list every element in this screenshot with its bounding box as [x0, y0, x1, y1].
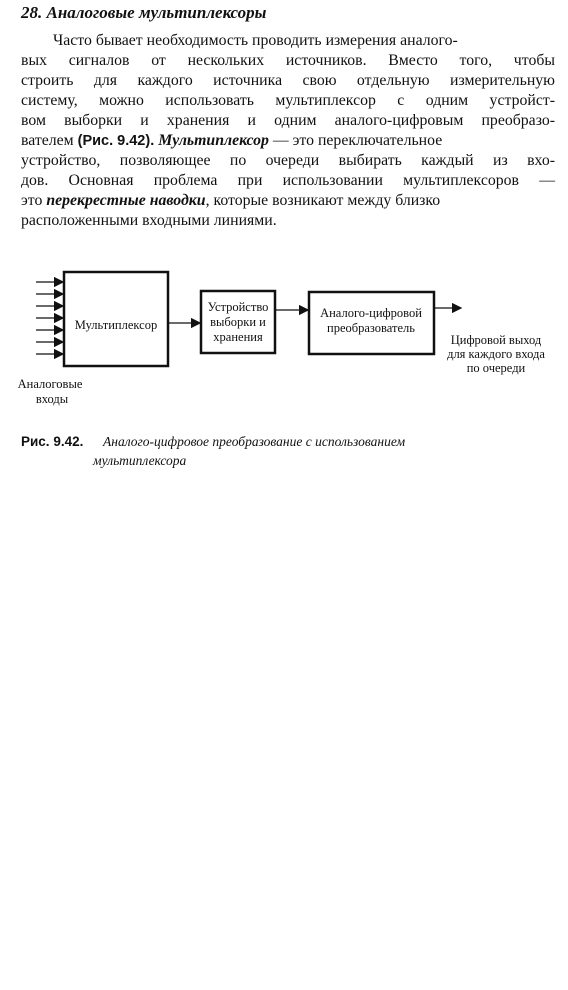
text-line: Часто бывает необходимость проводить измерения аналого- — [53, 32, 458, 49]
output-label: Цифровой выход — [450, 333, 542, 347]
inputs-label: Аналоговые — [17, 377, 83, 391]
text-fragment: это — [21, 192, 47, 209]
text-line: расположенными входными линиями. — [21, 212, 277, 229]
figure-caption-number: Рис. 9.42. — [21, 434, 84, 449]
sample-hold-label: выборки и — [210, 315, 266, 329]
multiplexer-label: Мультиплексор — [74, 318, 158, 332]
adc-label: преобразователь — [327, 321, 415, 335]
figure-caption-text: Аналого-цифровое преобразование с использованием — [103, 434, 406, 449]
text-fragment: вателем — [21, 132, 78, 149]
text-line: строить для каждого источника свою отдельную измерительную — [21, 72, 555, 89]
input-arrows — [36, 282, 63, 354]
text-line: вых сигналов от нескольких источников. Вместо того, чтобы — [21, 52, 555, 69]
block-diagram — [0, 268, 568, 408]
sample-hold-label: хранения — [213, 330, 263, 344]
term-crosstalk: перекрестные наводки — [46, 192, 206, 209]
figure-reference: (Рис. 9.42). — [77, 133, 155, 149]
text-fragment: , которые возникают между близко — [205, 192, 441, 209]
inputs-label: входы — [35, 392, 69, 406]
text-line: вом выборки и хранения и одним аналого-цифровым преобразо- — [21, 112, 555, 129]
figure-caption-text: мультиплексора — [93, 453, 187, 468]
output-label: по очереди — [466, 361, 526, 375]
sample-hold-label: Устройство — [207, 300, 269, 314]
text-line: устройство, позволяющее по очереди выбирать каждый из вхо- — [21, 152, 555, 169]
output-label: для каждого входа — [447, 347, 545, 361]
term-multiplexer: Мультиплексор — [158, 132, 269, 149]
text-fragment: — это переключательное — [268, 132, 443, 149]
text-line — [21, 131, 555, 151]
text-line — [21, 191, 555, 211]
text-line: систему, можно использовать мультиплексор с одним устройст- — [21, 92, 555, 109]
text-line: дов. Основная проблема при использовании мультиплексоров — — [21, 172, 555, 189]
adc-label: Аналого-цифровой — [320, 306, 422, 320]
section-heading: 28. Аналоговые мультиплексоры — [21, 3, 267, 22]
